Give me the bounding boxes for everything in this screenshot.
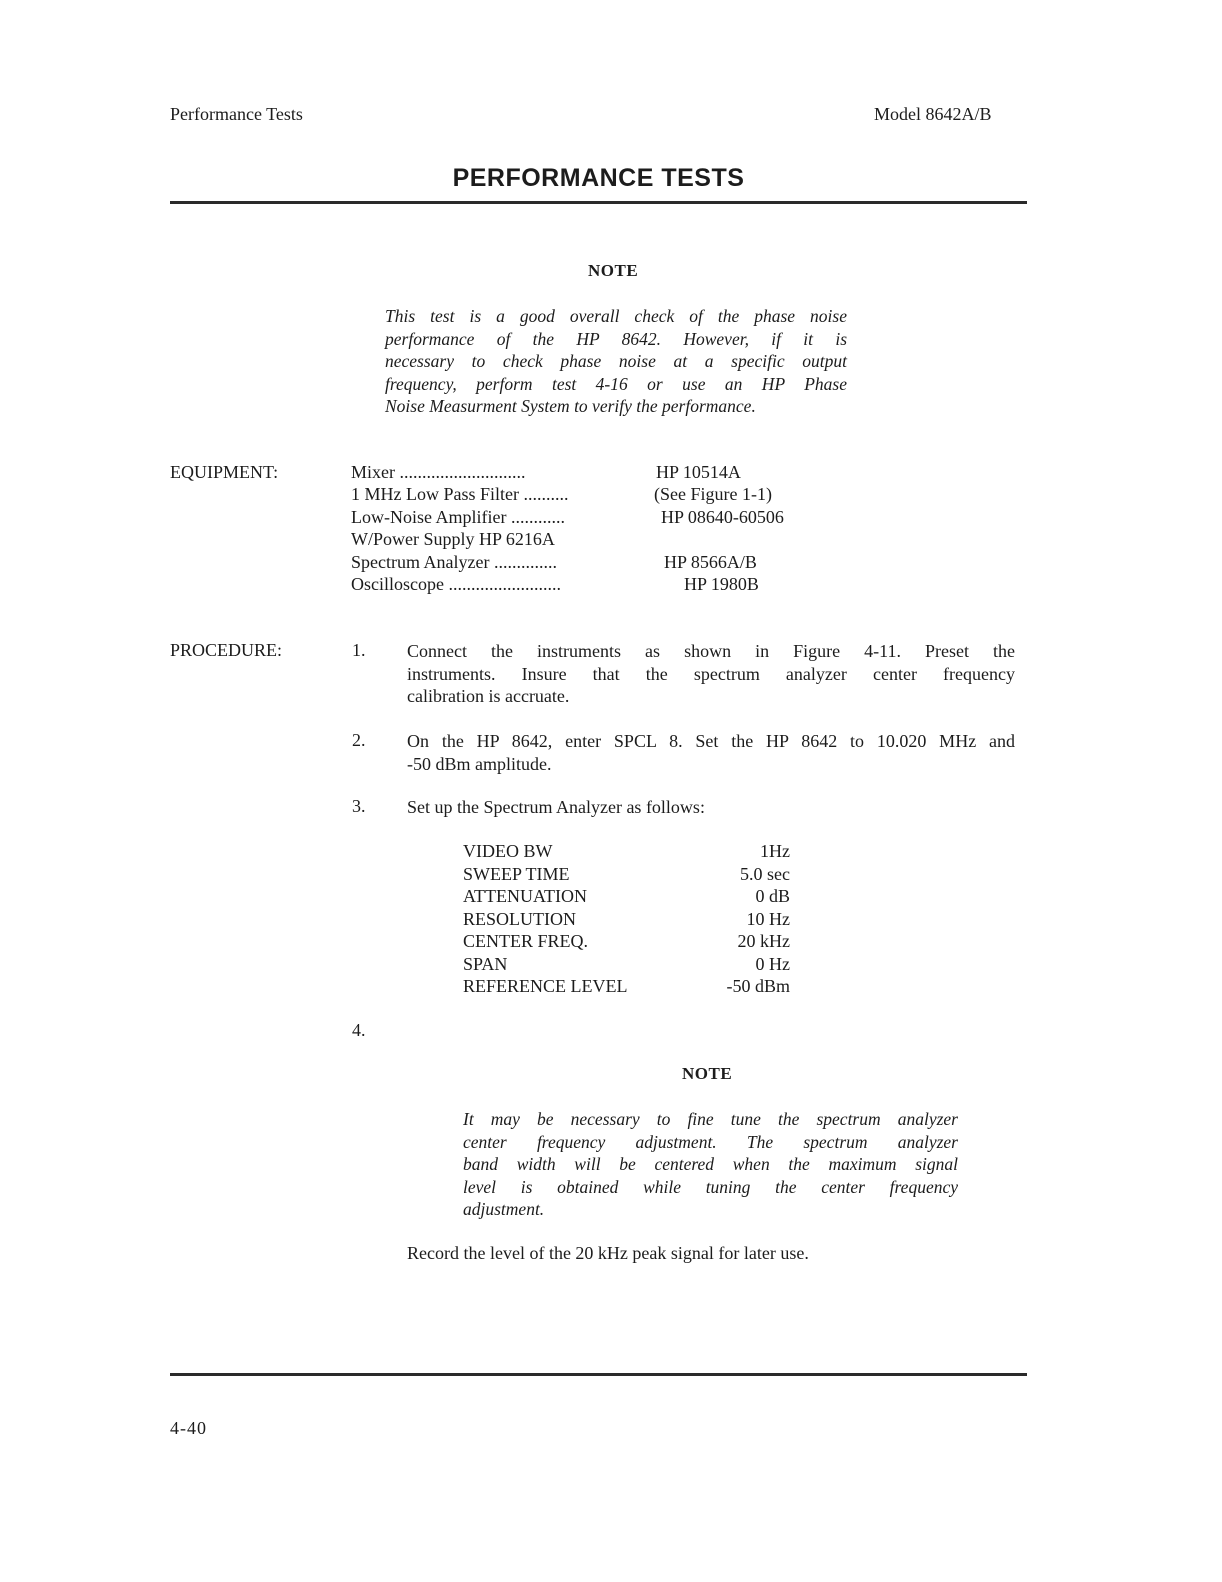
equipment-item — [351, 484, 772, 505]
equipment-item — [351, 552, 757, 573]
equipment-model: HP 1980B — [684, 574, 759, 594]
equipment-name: Oscilloscope ......................... — [351, 574, 561, 594]
running-header-model: Model 8642A/B — [874, 104, 992, 124]
step-line: instruments. Insure that the spectrum analyzer center frequency — [407, 663, 1015, 684]
step-line: On the HP 8642, enter SPCL 8. Set the HP 8642 to 10.020 MHz and — [407, 731, 1015, 751]
note-1-body — [385, 305, 847, 418]
setting-value: 0 dB — [755, 886, 790, 906]
step-text — [407, 796, 1015, 819]
equipment-item — [351, 529, 555, 550]
note-2-line: It may be necessary to fine tune the spectrum analyzer — [463, 1109, 958, 1129]
setting-name: SPAN — [463, 953, 508, 974]
analyzer-settings-table — [463, 840, 790, 998]
footer-rule — [170, 1373, 1027, 1376]
setting-value: 20 kHz — [737, 931, 790, 951]
equipment-item — [351, 574, 759, 595]
equipment-name: Low-Noise Amplifier ............ — [351, 507, 565, 527]
step-number: 2. — [352, 730, 366, 750]
setting-name: REFERENCE LEVEL — [463, 976, 628, 996]
note-2-line: band width will be centered when the maximum signal — [463, 1154, 958, 1174]
page-title: PERFORMANCE TESTS — [452, 164, 745, 192]
setting-row — [463, 975, 790, 998]
equipment-model: (See Figure 1-1) — [654, 484, 772, 504]
setting-name: SWEEP TIME — [463, 863, 570, 884]
setting-name: VIDEO BW — [463, 841, 553, 861]
equipment-name: Spectrum Analyzer .............. — [351, 552, 557, 572]
setting-value: 1Hz — [760, 841, 790, 861]
note-2-line: level is obtained while tuning the center frequency — [463, 1176, 958, 1197]
setting-value: -50 dBm — [726, 976, 790, 996]
note-2-line: center frequency adjustment. The spectrum analyzer — [463, 1131, 958, 1152]
record-instruction: Record the level of the 20 kHz peak signal for later use. — [407, 1243, 809, 1263]
setting-name: RESOLUTION — [463, 908, 576, 929]
setting-value: 10 Hz — [746, 908, 790, 929]
equipment-label: EQUIPMENT: — [170, 462, 279, 482]
note-2-body — [463, 1108, 958, 1221]
title-rule — [170, 201, 1027, 204]
equipment-name: 1 MHz Low Pass Filter .......... — [351, 484, 569, 504]
setting-row — [463, 863, 790, 886]
step-text — [407, 730, 1015, 775]
note-1-title: NOTE — [588, 261, 639, 280]
equipment-model: HP 08640-60506 — [661, 507, 784, 527]
setting-row — [463, 885, 790, 908]
setting-row — [463, 953, 790, 976]
note-1-line: necessary to check phase noise at a specific output — [385, 351, 847, 371]
step-line: Connect the instruments as shown in Figure 4-11. Preset the — [407, 641, 1015, 661]
equipment-name: W/Power Supply HP 6216A — [351, 529, 555, 549]
equipment-item — [351, 462, 741, 483]
note-1-line: Noise Measurment System to verify the performance. — [385, 396, 756, 416]
step-text — [407, 640, 1015, 708]
step-line: calibration is accruate. — [407, 686, 570, 706]
note-2-line: adjustment. — [463, 1199, 545, 1219]
equipment-model: HP 10514A — [656, 462, 741, 482]
step-line: Set up the Spectrum Analyzer as follows: — [407, 797, 705, 817]
page-number: 4-40 — [170, 1418, 207, 1438]
setting-row — [463, 840, 790, 863]
equipment-item — [351, 507, 784, 528]
equipment-name: Mixer ............................ — [351, 462, 526, 482]
equipment-model: HP 8566A/B — [664, 552, 757, 572]
setting-row — [463, 930, 790, 953]
step-number: 4. — [352, 1020, 366, 1040]
note-2-title: NOTE — [682, 1064, 733, 1083]
setting-value: 5.0 sec — [740, 863, 790, 884]
note-1-line: This test is a good overall check of the phase noise — [385, 306, 847, 326]
step-number: 1. — [352, 640, 366, 660]
setting-name: CENTER FREQ. — [463, 931, 589, 951]
note-1-line: performance of the HP 8642. However, if it is — [385, 328, 847, 349]
setting-row — [463, 908, 790, 931]
setting-name: ATTENUATION — [463, 886, 587, 906]
step-line: -50 dBm amplitude. — [407, 753, 552, 774]
procedure-label: PROCEDURE: — [170, 640, 283, 660]
running-header-section: Performance Tests — [170, 104, 303, 124]
note-1-line: frequency, perform test 4-16 or use an HP Phase — [385, 373, 847, 394]
step-number: 3. — [352, 796, 366, 816]
setting-value: 0 Hz — [755, 953, 790, 974]
